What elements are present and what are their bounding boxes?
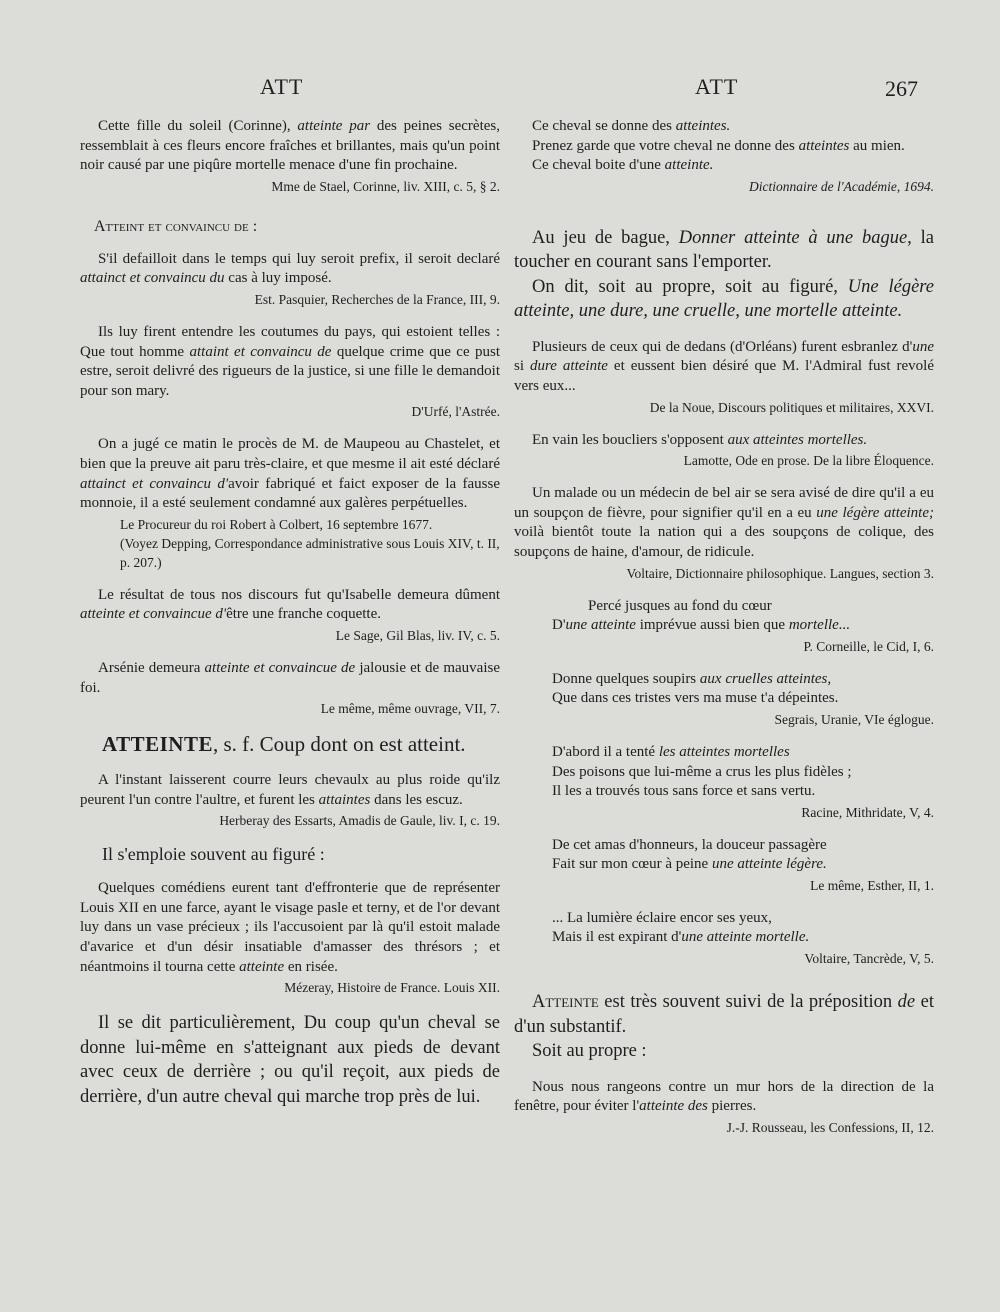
source-esther: Le même, Esther, II, 1.	[810, 877, 934, 893]
source-racine: Racine, Mithridate, V, 4.	[801, 804, 934, 820]
verse-esther-2: Fait sur mon cœur à peine une atteinte légère.	[552, 856, 827, 873]
source-procureur: Le Procureur du roi Robert à Colbert, 16 septembre 1677.	[120, 516, 433, 532]
source-voltaire-dict: Voltaire, Dictionnaire philosophique. Langues, section 3.	[626, 565, 934, 581]
source-amadis: Herberay des Essarts, Amadis de Gaule, liv. I, c. 19.	[219, 813, 500, 829]
verse-racine-3: Il les a trouvés tous sans force et sans vertu.	[552, 783, 816, 800]
page-number: 267	[885, 76, 918, 101]
quote-rousseau: Nous nous rangeons contre un mur hors de la direction de la fenêtre, pour éviter l'atteinte des pierres.	[514, 1078, 934, 1115]
example-2: Prenez garde que votre cheval ne donne des atteintes au mien.	[532, 137, 905, 154]
definition-bague: Au jeu de bague, Donner atteinte à une bague, la toucher en courant sans l'emporter.	[514, 227, 934, 273]
source-tancrede: Voltaire, Tancrède, V, 5.	[804, 951, 934, 967]
verse-cid-2: D'une atteinte imprévue aussi bien que mortelle...	[552, 617, 851, 634]
left-column	[80, 117, 500, 1109]
quote-arsenie: Arsénie demeura atteinte et convaincue de jalousie et de mauvaise foi.	[80, 659, 500, 696]
source-urfe: D'Urfé, l'Astrée.	[411, 404, 500, 420]
verse-segrais-2: Que dans ces tristes vers ma muse t'a dépeintes.	[552, 690, 839, 707]
source-depping: (Voyez Depping, Correspondance administrative sous Louis XIV, t. II, p. 207.)	[120, 535, 500, 570]
verse-cid-1: Percé jusques au fond du cœur	[588, 597, 772, 614]
source-rousseau: J.-J. Rousseau, les Confessions, II, 12.	[726, 1119, 934, 1135]
verse-racine-2: Des poisons que lui-même a crus les plus fidèles ;	[552, 763, 852, 780]
example-1: Ce cheval se donne des atteintes.	[532, 118, 731, 134]
quote-stael: Cette fille du soleil (Corinne), atteinte par des peines secrètes, ressemblait à ces fleurs encore fraîches et brillantes, mais qu'un point noir causé par une piqûre mortelle menace d'une fin prochaine.	[80, 118, 500, 174]
headword-atteinte: ATTEINTE, s. f. Coup dont on est atteint.	[102, 732, 466, 757]
right-column	[514, 117, 934, 1137]
quote-pasquier: S'il defailloit dans le temps qui luy seroit prefix, il seroit declaré attainct et convaincu du cas à luy imposé.	[80, 250, 500, 287]
definition-cheval: Il se dit particulièrement, Du coup qu'un cheval se donne lui-même en s'atteignant aux pieds de devant avec ceux de derrière ; ou qu'il reçoit, aux pieds de derrière, d'un autre cheval qui marche trop près de lui.	[80, 1013, 500, 1107]
running-head-right: ATT	[695, 74, 739, 99]
source-lesage: Le Sage, Gil Blas, liv. IV, c. 5.	[335, 627, 500, 643]
source-academie: Dictionnaire de l'Académie, 1694.	[749, 178, 934, 194]
source-pasquier: Est. Pasquier, Recherches de la France, III, 9.	[254, 291, 500, 307]
quote-amadis: A l'instant laisserent courre leurs chevaulx au plus roide qu'ilz peurent l'un contre l'aultre, et furent les attaintes dans les escuz.	[80, 772, 500, 808]
subheading-figure: Il s'emploie souvent au figuré :	[102, 844, 325, 865]
verse-tancrede-1: ... La lumière éclaire encor ses yeux,	[552, 909, 772, 926]
example-3: Ce cheval boite d'une atteinte.	[532, 157, 714, 174]
source-mezeray: Mézeray, Histoire de France. Louis XII.	[284, 980, 500, 996]
quote-lesage: Le résultat de tous nos discours fut qu'Isabelle demeura dûment atteinte et convaincue d'être une franche coquette.	[80, 586, 500, 623]
quote-voltaire-dict: Un malade ou un médecin de bel air se sera avisé de dire qu'il a eu un soupçon de fièvre, pour signifier qu'il en a eu une légère atteinte; voilà bientôt toute la nation qui a des soupçons de colique, des soupçons de haine, d'amour, de ridicule.	[514, 485, 935, 560]
definition-figure: On dit, soit au propre, soit au figuré, Une légère atteinte, une dure, une cruelle, une mortelle atteinte.	[514, 276, 935, 322]
verse-esther-1: De cet amas d'honneurs, la douceur passagère	[552, 836, 827, 853]
source-le-meme: Le même, même ouvrage, VII, 7.	[320, 701, 500, 717]
quote-mezeray: Quelques comédiens eurent tant d'effronterie que de représenter Louis XII en une farce, ayant le visage pasle et terny, et de l'or devant luy dans un vase précieux ; ils l'accusoient par là qu'il estoit malade d'avarice et d'un désir insatiable d'amasser des thrésors ; et néantmoins il tourna cette atteinte en risée.	[80, 880, 500, 975]
quote-urfe: Ils luy firent entendre les coutumes du pays, qui estoient telles : Que tout homme attaint et convaincu de quelque crime que ce pust estre, seroit delivré des rigueurs de la justice, si une fille le demandoit pour son mary.	[80, 323, 500, 399]
quote-lamotte: En vain les boucliers s'opposent aux atteintes mortelles.	[532, 431, 868, 448]
source-corneille: P. Corneille, le Cid, I, 6.	[803, 638, 934, 654]
subheading-atteint-convaincu: Atteint et convaincu de :	[94, 217, 258, 235]
source-stael: Mme de Stael, Corinne, liv. XIII, c. 5, § 2.	[271, 178, 500, 194]
running-head-left: ATT	[260, 74, 304, 99]
verse-segrais-1: Donne quelques soupirs aux cruelles atteintes,	[552, 670, 832, 687]
source-noue: De la Noue, Discours politiques et militaires, XXVI.	[649, 399, 934, 415]
quote-noue: Plusieurs de ceux qui de dedans (d'Orléans) furent esbranlez d'une si dure atteinte et eussent bien désiré que M. l'Admiral fust revolé vers eux...	[514, 338, 934, 394]
definition-preposition: Atteinte est très souvent suivi de la préposition de et d'un substantif.	[514, 992, 934, 1037]
verse-tancrede-2: Mais il est expirant d'une atteinte mortelle.	[552, 929, 810, 946]
quote-maupeou: On a jugé ce matin le procès de M. de Maupeou au Chastelet, et bien que la preuve ait paru très-claire, et que mesme il ait esté déclaré attainct et convaincu d'avoir fabriqué et faict exposer de la fausse monnoie, il a esté seulement condamné aux galères perpétuelles.	[80, 436, 500, 512]
source-lamotte: Lamotte, Ode en prose. De la libre Éloquence.	[683, 453, 934, 469]
verse-racine-1: D'abord il a tenté les atteintes mortelles	[552, 743, 790, 760]
source-segrais: Segrais, Uranie, VIe églogue.	[774, 711, 934, 727]
subheading-au-propre: Soit au propre :	[532, 1041, 647, 1062]
